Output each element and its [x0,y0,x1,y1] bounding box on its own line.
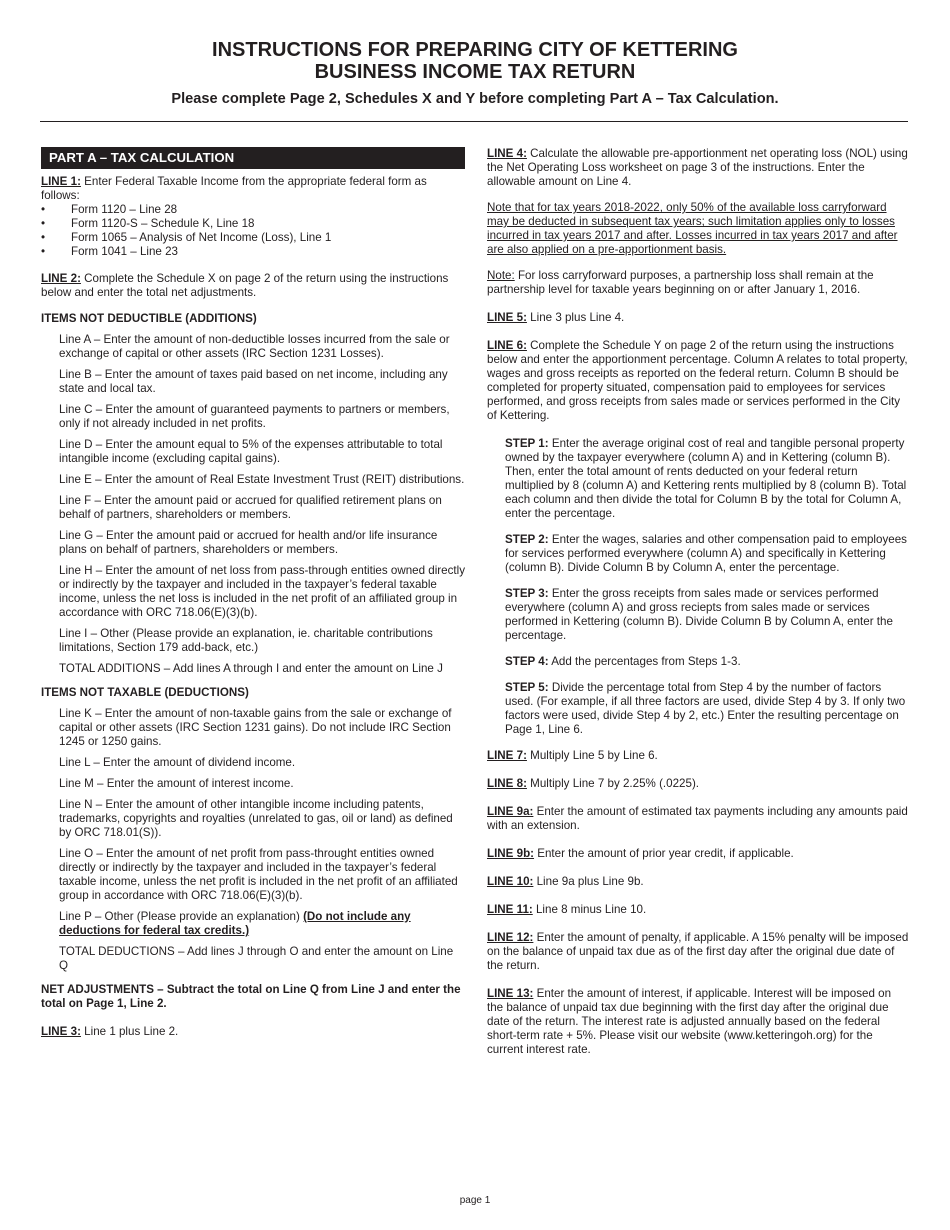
line-text: Multiply Line 5 by Line 6. [526,749,658,762]
line-item [487,903,909,917]
line-label: LINE 13: [487,987,534,1000]
line-text: Line 1 plus Line 2. [80,1025,179,1038]
line-item [487,847,909,861]
addition-item: Line B – Enter the amount of taxes paid based on net income, including any state and local tax. [59,368,448,395]
step-1 [505,437,909,521]
line-label: LINE 7: [487,749,527,762]
line-3 [41,1025,465,1039]
step-text: Divide the percentage total from Step 4 by the number of factors used. (For example, if all three factors are used, divide Step 4 by 3. If only two factors were used, divide Step 4 by 2, etc.) Enter the resulting percentage on Page 1, Line 6. [505,681,906,736]
step-label: STEP 3: [505,587,549,600]
line-item [487,987,909,1057]
step-5 [505,681,909,737]
line-2 [41,272,465,300]
remaining-lines [487,749,909,1057]
line-text: Calculate the allowable pre-apportionment net operating loss (NOL) using the Net Operating Loss worksheet on page 3 of the instructions. Enter the allowable amount on Line 4. [487,147,908,188]
addition-item: Line G – Enter the amount paid or accrued for health and/or life insurance plans on behalf of partners, shareholders or members. [59,529,438,556]
note-label: Note: [487,269,515,282]
step-label: STEP 2: [505,533,549,546]
line-label: LINE 8: [487,777,527,790]
document-title [0,39,950,83]
emphasis-text: (Do not include any deductions for federal tax credits.) [59,910,411,937]
line-text: Enter the amount of prior year credit, if applicable. [534,847,794,860]
line-text: Line 3 plus Line 4. [526,311,625,324]
addition-item: Line E – Enter the amount of Real Estate Investment Trust (REIT) distributions. [59,473,465,486]
line-label: LINE 4: [487,147,527,160]
page-number: page 1 [459,1195,491,1206]
line-text: Enter the amount of estimated tax payments including any amounts paid with an extension. [487,805,908,832]
step-text: Enter the average original cost of real and tangible personal property owned by the taxpayer everywhere (column A) and in Kettering (column B). Then, enter the total amount of rents deducted on your federal return multiplied by 8 (column A) and Kettering rents multiplied by 8 (column B). Total each column and then divide the total for Column B by the total for Column A, enter the percentage. [505,437,907,520]
document-subtitle: Please complete Page 2, Schedules X and Y before completing Part A – Tax Calculation. [171,91,779,107]
step-4 [505,655,909,669]
line-item [487,749,909,763]
form-list [41,203,465,259]
step-label: STEP 4: [505,655,549,668]
line-text: Line P – Other (Please provide an explanation) [59,910,304,923]
deduction-item: Line N – Enter the amount of other intangible income including patents, trademarks, copyrights and royalties (unrelated to gas, oil or land) as defined by ORC 718.01(S)). [59,798,453,839]
line-text: Complete the Schedule X on page 2 of the return using the instructions below and enter the total net adjustments. [41,272,449,299]
line-label: LINE 5: [487,311,527,324]
deductions-heading: ITEMS NOT TAXABLE (DEDUCTIONS) [41,686,249,699]
addition-item: Line H – Enter the amount of net loss from pass-through entities owned directly or indirectly by the taxpayer and included in the taxpayer’s federal taxable income, unless the net loss is included in the net profit of an affiliated group in accordance with ORC 718.06(E)(3)(b). [59,564,465,619]
line-item [487,805,909,833]
additions-heading: ITEMS NOT DEDUCTIBLE (ADDITIONS) [41,312,257,325]
line-label: LINE 11: [487,903,533,916]
line-4 [487,147,909,189]
line-label: LINE 9b: [487,847,535,860]
line-text: Complete the Schedule Y on page 2 of the return using the instructions below and enter the apportionment percentage. Column A relates to total property, wages and gross receipts as reported on the federal return. Column B should be completed for property situated, compensation paid to employees for services performed, and gross receipts from sales made or services performed in the City of Kettering. [487,339,908,422]
additions-list [41,333,465,676]
deduction-item: Line M – Enter the amount of interest income. [59,777,294,790]
title-line-1: INSTRUCTIONS FOR PREPARING CITY OF KETTERING [212,39,738,61]
line-label: LINE 12: [487,931,534,944]
line-label: LINE 3: [41,1025,81,1038]
line-label: LINE 10: [487,875,534,888]
step-2 [505,533,909,575]
step-label: STEP 5: [505,681,549,694]
step-label: STEP 1: [505,437,549,450]
line-label: LINE 9a: [487,805,534,818]
title-line-2: BUSINESS INCOME TAX RETURN [314,61,636,83]
list-item: • Form 1065 – Analysis of Net Income (Loss), Line 1 [41,231,465,245]
step-text: Enter the wages, salaries and other compensation paid to employees for services performed everywhere (column A) and specifically in Kettering (column B). Divide Column B by Column A, enter the percentage. [505,533,907,574]
step-text: Add the percentages from Steps 1-3. [548,655,741,668]
section-header: PART A – TAX CALCULATION [41,147,465,169]
line-text: Line 9a plus Line 9b. [533,875,644,888]
addition-item: Line D – Enter the amount equal to 5% of the expenses attributable to total intangible income (excluding capital gains). [59,438,443,465]
line-label: LINE 2: [41,272,81,285]
line-text: Enter the amount of interest, if applicable. Interest will be imposed on the balance of unpaid tax due beginning with the first day after the original due date of the return. The interest rate is adjusted annually based on the federal short-term rate + 5%. Please visit our website (www.ketteringoh.org) for the current interest rate. [487,987,892,1056]
note-text: For loss carryforward purposes, a partnership loss shall remain at the partnership level for taxable years beginning on or after January 1, 2016. [487,269,874,296]
step-3 [505,587,909,643]
note-nol-limit: Note that for tax years 2018-2022, only 50% of the available loss carryforward may be deducted in subsequent tax years; such limitation applies only to losses incurred in tax years 2017 and after. Losses incurred in tax years 2017 and after are also applied on a pre-apportionment basis. [487,201,898,256]
left-column [41,147,465,1049]
deduction-item: Line K – Enter the amount of non-taxable gains from the sale or exchange of capital or other assets (IRC Section 1231 gains). Do not include IRC Section 1245 or 1250 gains. [59,707,452,748]
addition-item: Line C – Enter the amount of guaranteed payments to partners or members, only if not already included in net profits. [59,403,450,430]
note-partnership [487,269,909,297]
line-label: LINE 6: [487,339,527,352]
addition-item: Line I – Other (Please provide an explanation, ie. charitable contributions limitations, Section 179 add-back, etc.) [59,627,433,654]
list-item: • Form 1120-S – Schedule K, Line 18 [41,217,465,231]
line-1 [41,175,465,203]
line-text: Multiply Line 7 by 2.25% (.0225). [526,777,700,790]
line-5 [487,311,909,325]
line-6 [487,339,909,423]
line-item [487,777,909,791]
deduction-item: Line L – Enter the amount of dividend income. [59,756,296,769]
divider [40,121,908,122]
line-label: LINE 1: [41,175,81,188]
addition-item: TOTAL ADDITIONS – Add lines A through I and enter the amount on Line J [59,662,443,675]
line-text: Enter the amount of penalty, if applicable. A 15% penalty will be imposed on the balance of unpaid tax due as of the first day after the original due date of the return. [487,931,909,972]
line-item [487,875,909,889]
right-column [487,147,909,1071]
deduction-item: Line O – Enter the amount of net profit from pass-throught entities owned directly or indirectly by the taxpayer and included in the taxpayer’s federal taxable income, unless the net profit is included in the net profit of an affiliated group in accordance with ORC 718.06(E)(3)(b). [59,847,458,902]
addition-item: Line F – Enter the amount paid or accrued for qualified retirement plans on behalf of partners, shareholders or members. [59,494,442,521]
list-item: • Form 1120 – Line 28 [41,203,465,217]
steps-list [487,437,909,737]
total-deductions: TOTAL DEDUCTIONS – Add lines J through O and enter the amount on Line Q [59,945,454,972]
deductions-list [41,707,465,903]
addition-item: Line A – Enter the amount of non-deductible losses incurred from the sale or exchange of capital or other assets (IRC Section 1231 Losses). [59,333,450,360]
line-text: Line 8 minus Line 10. [532,903,647,916]
step-text: Enter the gross receipts from sales made or services performed everywhere (column A) and gross reciepts from sales made or services performed in Kettering (column B). Divide Column B by Column A, enter the percentage. [505,587,893,642]
line-p [59,910,465,938]
list-item: • Form 1041 – Line 23 [41,245,465,259]
line-text: Enter Federal Taxable Income from the appropriate federal form as follows: [41,175,427,202]
line-item [487,931,909,973]
net-adjustments: NET ADJUSTMENTS – Subtract the total on Line Q from Line J and enter the total on Page 1, Line 2. [41,983,461,1010]
